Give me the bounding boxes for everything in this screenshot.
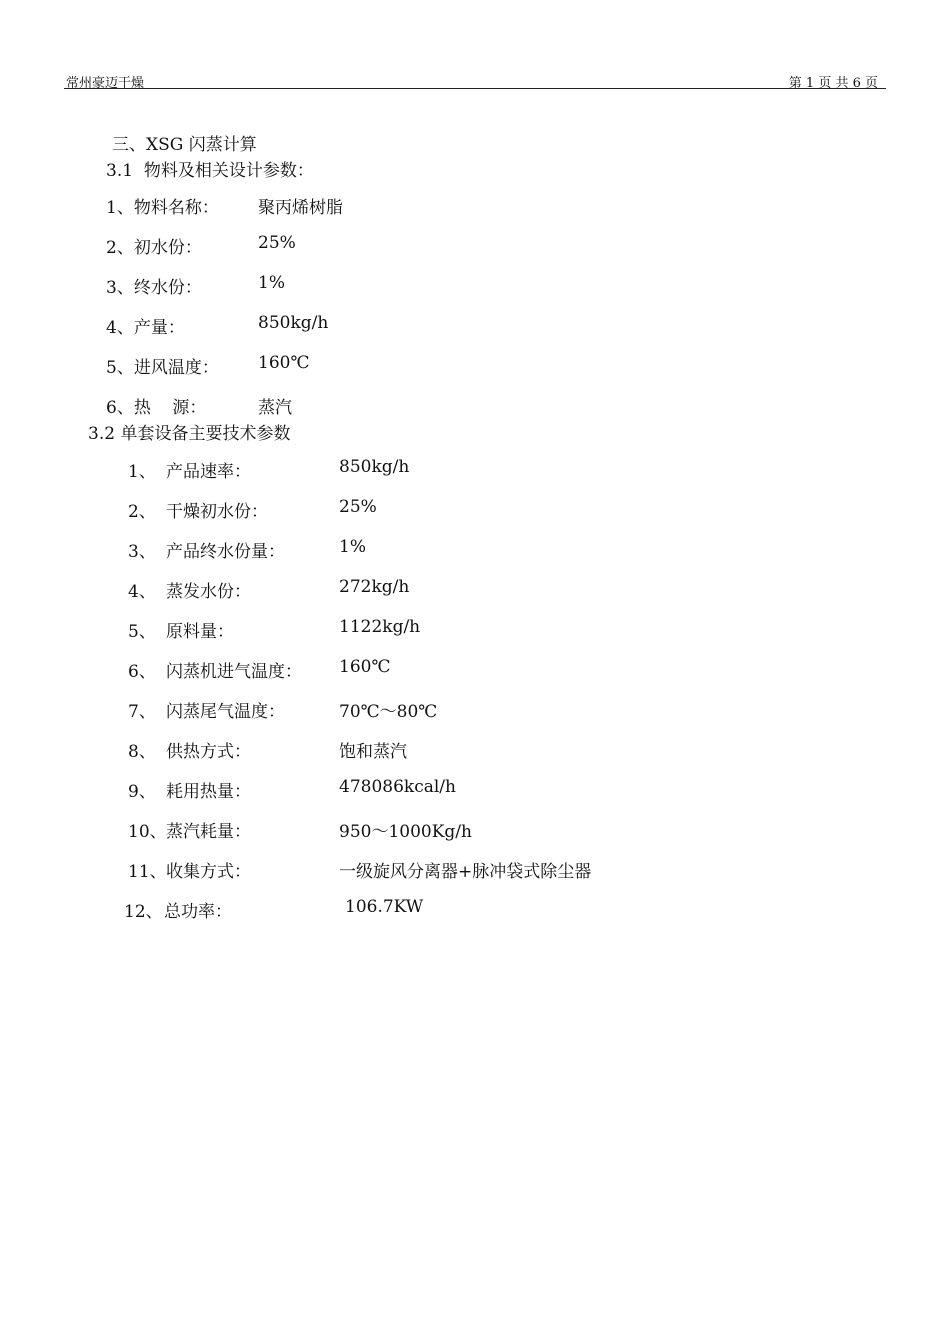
- param-value: 850kg/h: [258, 313, 329, 333]
- param-value: 1%: [258, 273, 285, 293]
- tech-param-label: 闪蒸机进气温度：: [166, 662, 302, 682]
- param-label: 3、终水份：: [106, 278, 202, 298]
- subsection-title-3-1: 3.1 物料及相关设计参数：: [106, 161, 314, 181]
- param-value: 聚丙烯树脂: [258, 198, 343, 218]
- param-value: 25%: [258, 233, 296, 253]
- param-label: 4、产量：: [106, 318, 185, 338]
- tech-param-num: 7、: [128, 702, 156, 722]
- tech-param-num: 6、: [128, 662, 156, 682]
- tech-param-value: 饱和蒸汽: [339, 742, 407, 762]
- tech-param-value: 950～1000Kg/h: [339, 822, 472, 842]
- header-company: 常州豪迈干燥: [66, 76, 145, 91]
- header-page-info: 第 1 页 共 6 页: [788, 76, 878, 91]
- tech-param-label: 干燥初水份：: [166, 502, 268, 522]
- tech-param-value: 478086kcal/h: [339, 777, 456, 797]
- tech-param-num: 2、: [128, 502, 156, 522]
- tech-param-value: 70℃～80℃: [339, 702, 438, 722]
- tech-param-num: 9、: [128, 782, 156, 802]
- tech-param-value: 25%: [339, 497, 377, 517]
- header-divider: [64, 88, 886, 89]
- tech-param-label: 耗用热量：: [166, 782, 251, 802]
- tech-param-num: 1、: [128, 462, 156, 482]
- tech-param-value: 一级旋风分离器+脉冲袋式除尘器: [339, 862, 592, 882]
- tech-param-label: 总功率：: [164, 902, 232, 922]
- tech-param-num: 3、: [128, 542, 156, 562]
- tech-param-value: 160℃: [339, 657, 391, 677]
- param-label: 6、热 源：: [106, 398, 207, 418]
- param-label: 5、进风温度：: [106, 358, 219, 378]
- tech-param-label: 蒸发水份：: [166, 582, 251, 602]
- tech-param-label: 收集方式：: [166, 862, 251, 882]
- tech-param-label: 闪蒸尾气温度：: [166, 702, 285, 722]
- param-value: 160℃: [258, 353, 310, 373]
- param-label: 1、物料名称：: [106, 198, 219, 218]
- tech-param-label: 产品速率：: [166, 462, 251, 482]
- tech-param-num: 11、: [128, 862, 167, 882]
- subsection-title-3-2: 3.2 单套设备主要技术参数: [88, 424, 291, 444]
- param-value: 蒸汽: [258, 398, 292, 418]
- tech-param-value: 850kg/h: [339, 457, 410, 477]
- tech-param-num: 5、: [128, 622, 156, 642]
- tech-param-value: 272kg/h: [339, 577, 410, 597]
- tech-param-num: 4、: [128, 582, 156, 602]
- tech-param-label: 原料量：: [166, 622, 234, 642]
- tech-param-value: 106.7KW: [345, 897, 424, 917]
- tech-param-num: 10、: [128, 822, 167, 842]
- section-title: 三、XSG 闪蒸计算: [112, 135, 257, 155]
- param-label: 2、初水份：: [106, 238, 202, 258]
- tech-param-value: 1%: [339, 537, 366, 557]
- tech-param-num: 12、: [124, 902, 163, 922]
- tech-param-label: 产品终水份量：: [166, 542, 285, 562]
- tech-param-label: 供热方式：: [166, 742, 251, 762]
- tech-param-num: 8、: [128, 742, 156, 762]
- tech-param-label: 蒸汽耗量：: [166, 822, 251, 842]
- tech-param-value: 1122kg/h: [339, 617, 421, 637]
